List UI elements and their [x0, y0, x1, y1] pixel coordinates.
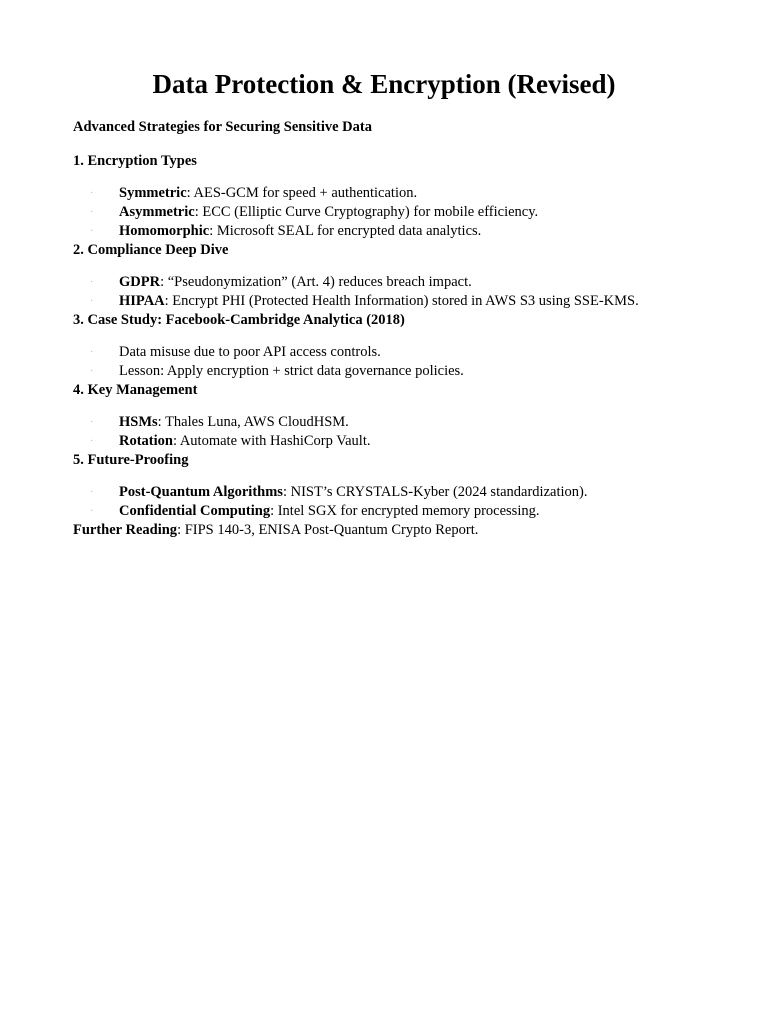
- bullet-icon: ·: [90, 506, 94, 517]
- section-list: [73, 483, 733, 521]
- item-text: : ECC (Elliptic Curve Cryptography) for mobile efficiency.: [194, 204, 539, 220]
- item-term: Symmetric: [119, 185, 187, 201]
- item-term: Homomorphic: [119, 223, 210, 239]
- bullet-icon: ·: [90, 436, 94, 447]
- section-list: [73, 184, 733, 241]
- item-term: HSMs: [119, 414, 158, 430]
- item-text: Lesson: Apply encryption + strict data governance policies.: [119, 363, 464, 379]
- list-item: [73, 483, 733, 502]
- list-item: [73, 502, 733, 521]
- bullet-icon: ·: [90, 277, 94, 288]
- section-list: [73, 273, 733, 311]
- section-heading: 3. Case Study: Facebook-Cambridge Analytica (2018): [73, 312, 405, 328]
- bullet-icon: ·: [90, 417, 94, 428]
- item-text: : “Pseudonymization” (Art. 4) reduces breach impact.: [160, 274, 472, 290]
- bullet-icon: ·: [90, 207, 94, 218]
- item-text: : NIST’s CRYSTALS-Kyber (2024 standardization).: [282, 484, 588, 500]
- section-compliance: [73, 241, 733, 311]
- list-item: [73, 432, 733, 451]
- bullet-icon: ·: [90, 296, 94, 307]
- item-term: GDPR: [119, 274, 161, 290]
- document-body: [73, 117, 733, 540]
- list-item: [73, 184, 733, 203]
- section-future-proofing: [73, 451, 733, 521]
- bullet-icon: ·: [90, 366, 94, 377]
- item-text: : Intel SGX for encrypted memory processing.: [270, 503, 540, 519]
- list-item: [73, 362, 733, 381]
- item-text: : Automate with HashiCorp Vault.: [172, 433, 371, 449]
- section-encryption-types: [73, 152, 733, 241]
- item-text: Data misuse due to poor API access controls.: [119, 344, 381, 360]
- item-term: Asymmetric: [119, 204, 195, 220]
- bullet-icon: ·: [90, 188, 94, 199]
- bullet-icon: ·: [90, 347, 94, 358]
- item-text: : AES-GCM for speed + authentication.: [186, 185, 418, 201]
- list-item: [73, 222, 733, 241]
- section-heading: 2. Compliance Deep Dive: [73, 242, 229, 258]
- section-case-study: [73, 311, 733, 381]
- section-heading: 1. Encryption Types: [73, 153, 197, 169]
- document-subtitle: Advanced Strategies for Securing Sensitive Data: [73, 119, 372, 135]
- bullet-icon: ·: [90, 487, 94, 498]
- item-text: : Microsoft SEAL for encrypted data analytics.: [209, 223, 482, 239]
- item-term: Confidential Computing: [119, 503, 271, 519]
- bullet-icon: ·: [90, 226, 94, 237]
- item-term: HIPAA: [119, 293, 165, 309]
- section-key-management: [73, 381, 733, 451]
- item-text: : Thales Luna, AWS CloudHSM.: [157, 414, 349, 430]
- list-item: [73, 413, 733, 432]
- further-reading-label: Further Reading: [73, 522, 178, 538]
- section-list: [73, 413, 733, 451]
- section-list: [73, 343, 733, 381]
- list-item: [73, 343, 733, 362]
- further-reading: [73, 521, 733, 540]
- further-reading-text: : FIPS 140-3, ENISA Post-Quantum Crypto Report.: [177, 522, 479, 538]
- list-item: [73, 203, 733, 222]
- item-term: Post-Quantum Algorithms: [119, 484, 283, 500]
- list-item: [73, 273, 733, 292]
- document-title: Data Protection & Encryption (Revised): [152, 69, 616, 99]
- item-text: : Encrypt PHI (Protected Health Information) stored in AWS S3 using SSE-KMS.: [164, 293, 639, 309]
- section-heading: 4. Key Management: [73, 382, 198, 398]
- list-item: [73, 292, 733, 311]
- item-term: Rotation: [119, 433, 173, 449]
- section-heading: 5. Future-Proofing: [73, 452, 189, 468]
